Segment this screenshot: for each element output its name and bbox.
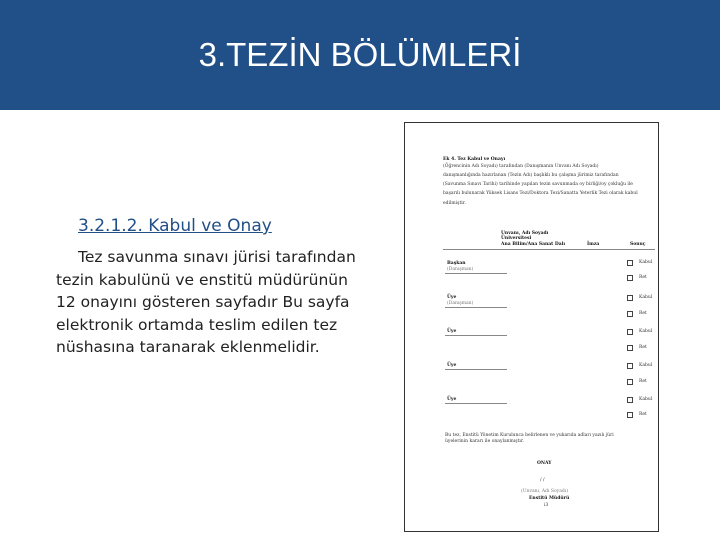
option-ret: Ret xyxy=(639,345,647,350)
column-member: Unvanı, Adı Soyadı Üniversitesi Ana Bilim/Ana Sanat Dalı xyxy=(501,231,566,247)
section-subheading: 3.2.1.2. Kabul ve Onay xyxy=(78,216,272,236)
body-line: nüshasına taranarak eklenmelidir. xyxy=(56,338,320,356)
doc-intro-line: başarılı bulunarak Yüksek Lisans Tezi/Doktora Tezi/Sanatta Yeterlik Tezi olarak kabul xyxy=(443,191,638,196)
doc-intro-line: edilmiştir. xyxy=(443,201,466,206)
body-line: 12 onayını gösteren sayfadır Bu sayfa xyxy=(56,293,350,311)
title-banner xyxy=(0,0,720,110)
member-rule xyxy=(445,307,507,308)
member-role: Üye xyxy=(447,363,457,368)
member-sub: (Danışman) xyxy=(447,267,474,272)
member-role: Üye xyxy=(447,329,457,334)
doc-intro-line: (Savunma Sınavı Tarihi) tarihinde yapılan tezin savunmada oy birliği/oy çokluğu ile xyxy=(443,182,633,187)
option-ret: Ret xyxy=(639,379,647,384)
checkbox xyxy=(627,345,633,351)
checkbox xyxy=(627,397,633,403)
checkbox xyxy=(627,379,633,385)
member-role: Üye xyxy=(447,397,457,402)
doc-intro-line: danışmanlığında hazırlanan (Tezin Adı) başlıklı bu çalışma jürimiz tarafından xyxy=(443,173,619,178)
checkbox xyxy=(627,412,633,418)
director-title: Enstitü Müdürü xyxy=(529,496,570,501)
option-kabul: Kabul xyxy=(639,397,653,402)
member-rule xyxy=(445,335,507,336)
approval-heading: ONAY xyxy=(537,461,552,466)
checkbox xyxy=(627,295,633,301)
approval-text-line: üyelerinin kararı ile onaylanmıştır. xyxy=(445,439,524,444)
doc-intro-line: (Öğrencinin Adı Soyadı) tarafından (Danışmanın Unvanı Adı Soyadı) xyxy=(443,164,599,169)
option-kabul: Kabul xyxy=(639,260,653,265)
body-paragraph xyxy=(56,246,396,359)
option-ret: Ret xyxy=(639,311,647,316)
checkbox xyxy=(627,329,633,335)
checkbox xyxy=(627,275,633,281)
checkbox xyxy=(627,260,633,266)
signatory-name: (Unvanı, Adı Soyadı) xyxy=(521,489,568,494)
member-rule xyxy=(445,403,507,404)
member-rule xyxy=(445,369,507,370)
approval-text-line: Bu tez, Enstitü Yönetim Kurulunca belirlenen ve yukarıda adları yazılı jüri xyxy=(445,433,614,438)
checkbox xyxy=(627,363,633,369)
option-kabul: Kabul xyxy=(639,329,653,334)
option-kabul: Kabul xyxy=(639,295,653,300)
option-ret: Ret xyxy=(639,275,647,280)
member-rule xyxy=(445,273,507,274)
member-sub: (Danışman) xyxy=(447,301,474,306)
column-signature: İmza xyxy=(587,242,600,247)
column-result: Sonuç xyxy=(630,242,646,247)
body-line: elektronik ortamda teslim edilen tez xyxy=(56,315,338,334)
option-kabul: Kabul xyxy=(639,363,653,368)
table-header-rule xyxy=(443,249,655,250)
doc-heading: Ek 4. Tez Kabul ve Onayı xyxy=(443,157,506,162)
body-line: tezin kabulünü ve enstitü müdürünün xyxy=(56,270,348,289)
approval-date: / / xyxy=(540,478,545,483)
member-role: Başkan xyxy=(447,261,466,266)
slide-title: 3.TEZİN BÖLÜMLERİ xyxy=(198,36,522,73)
checkbox xyxy=(627,311,633,317)
member-role: Üye xyxy=(447,295,457,300)
approval-page-image xyxy=(404,122,659,532)
body-line: Tez savunma sınavı jürisi tarafından xyxy=(78,248,356,266)
option-ret: Ret xyxy=(639,412,647,417)
page-number: i3 xyxy=(544,503,549,508)
